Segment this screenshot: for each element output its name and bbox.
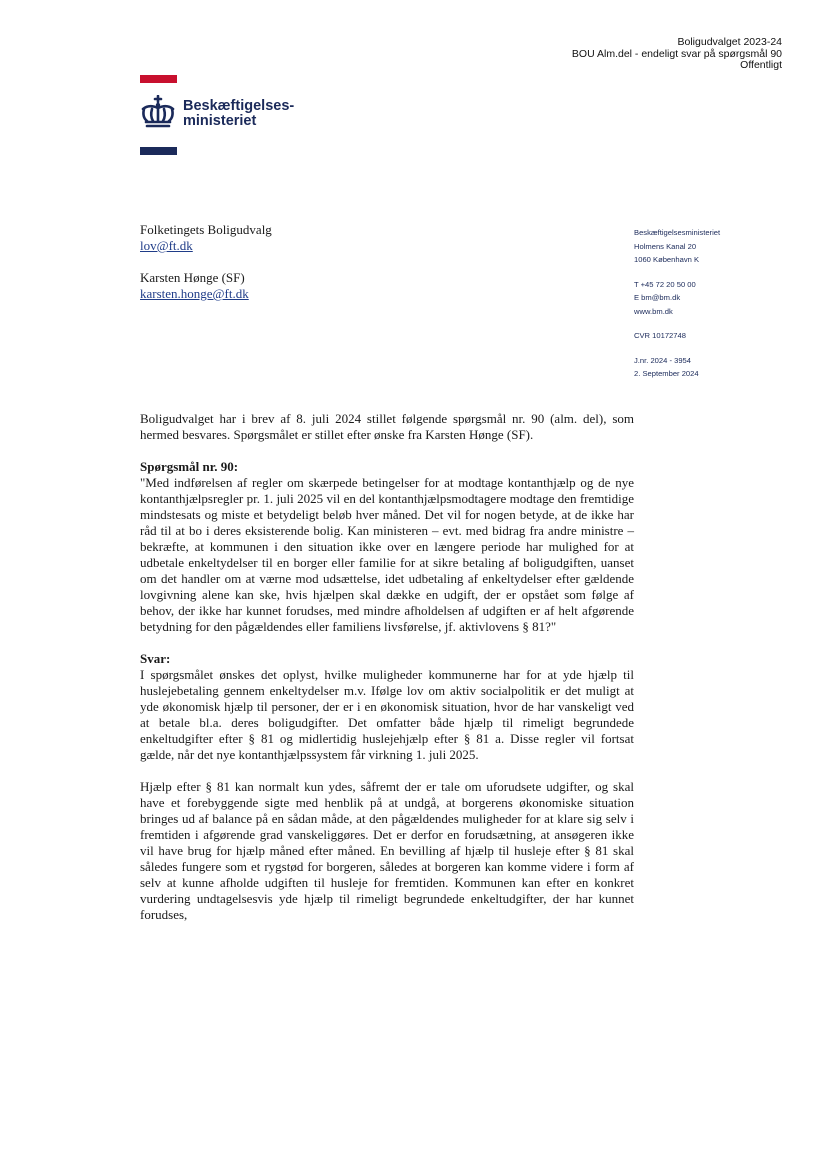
stamp-status: Offentligt [740, 59, 782, 71]
logo-navy-bar [140, 147, 177, 155]
intro-paragraph: Boligudvalget har i brev af 8. juli 2024 stillet følgende spørgsmål nr. 90 (alm. del), som hermed besvares. Spørgsmålet er stillet efter ønske fra Karsten Hønge (SF). [140, 411, 634, 442]
sender-street: Holmens Kanal 20 [634, 241, 697, 251]
sender-web: www.bm.dk [634, 306, 673, 316]
ministry-name: Beskæftigelses- ministeriet [183, 98, 295, 129]
recipient-email-link[interactable]: karsten.honge@ft.dk [140, 286, 249, 301]
journal-number: J.nr. 2024 - 3954 [634, 355, 691, 365]
recipient-name: Folketingets Boligudvalg [140, 222, 272, 237]
question-text: "Med indførelsen af regler om skærpede betingelser for at modtage kontanthjælp og de nye kontanthjælpsregler pr. 1. juli 2025 vil en del kontanthjælpsmodtagere modtage den fremtidige mindstesats og miste et betydeligt beløb hver måned. Det vil for nogen betyde, at de ikke har råd til at bo i deres eksisterende bolig. Kan ministeren – evt. med bidrag fra andre ministre – bekræfte, at kommunen i den situation ikke over en længere periode har mulighed for at udbetale enkeltydelser til en borger eller familie for at sikre betaling af boligudgiften, uanset om det handler om at værne mod udsættelse, idet udbetaling af enkeltydelser efter gældende lovgivning alene kan ske, hvis hjælpen skal dække en udgift, der er opstået som følge af behov, der ikke har kunnet forudses, med mindre afholdelsen af udgiften er af helt afgørende betydning for den pågældendes eller familiens livsførelse, jf. aktivlovens § 81?" [140, 475, 634, 634]
recipient [140, 270, 480, 302]
document-stamp [442, 37, 782, 72]
answer-paragraph: Hjælp efter § 81 kan normalt kun ydes, såfremt der er tale om uforudsete udgifter, og skal have et forebyggende sigte med henblik på at undgå, at borgerens økonomiske situation bringes ud af balance på en sådan måde, at den pågældendes muligheder for at klare sig selv i fremtiden i afgørende grad vanskeliggøres. Det er derfor en forudsætning, at ansøgeren ikke vil have brug for hjælp måned efter måned. En bevilling af hjælp til husleje efter § 81 skal således fungere som et rygstød for borgeren, således at borgeren kan komme videre i form af selv at kunne afholde udgiften til husleje for fremtiden. Kommunen kan efter en konkret vurdering undtagelsesvis yde hjælp til rimeligt begrundede enkeltudgifter, der har kunnet forudses, [140, 779, 634, 922]
sender-city: 1060 København K [634, 255, 700, 264]
recipient [140, 222, 480, 254]
answer-heading: Svar: [140, 651, 171, 666]
sender-phone: T +45 72 20 50 00 [634, 279, 696, 289]
recipient-name: Karsten Hønge (SF) [140, 270, 245, 285]
ministry-logo [140, 75, 340, 157]
question-heading: Spørgsmål nr. 90: [140, 459, 239, 474]
sender-cvr: CVR 10172748 [634, 331, 686, 340]
letter-body [140, 411, 634, 939]
crown-icon [140, 95, 176, 129]
sender-email: E bm@bm.dk [634, 293, 681, 302]
stamp-reference: BOU Alm.del - endeligt svar på spørgsmål 90 [571, 47, 782, 60]
answer-paragraph: I spørgsmålet ønskes det oplyst, hvilke muligheder kommunerne har for at yde hjælp til huslejebetaling gennem enkeltydelser m.v. Ifølge lov om aktiv socialpolitik er det muligt at yde økonomisk hjælp til personer, der er i en økonomisk situation, hvor de har vanskeligt ved at betale bl.a. deres boligudgifter. Det omfatter både hjælp til rimeligt begrundede enkeltudgifter efter § 81 og midlertidig huslejehjælp efter § 81 a. Disse regler vil fortsat gælde, når det nye kontanthjælpssystem får virkning 1. juli 2025. [140, 667, 634, 762]
recipient-email-link[interactable]: lov@ft.dk [140, 238, 193, 253]
sender-org: Beskæftigelsesministeriet [634, 228, 721, 237]
sender-info [634, 226, 794, 392]
letter-date: 2. September 2024 [634, 369, 699, 378]
stamp-committee: Boligudvalget 2023-24 [677, 36, 782, 48]
recipient-block [140, 222, 480, 318]
logo-red-bar [140, 75, 177, 83]
